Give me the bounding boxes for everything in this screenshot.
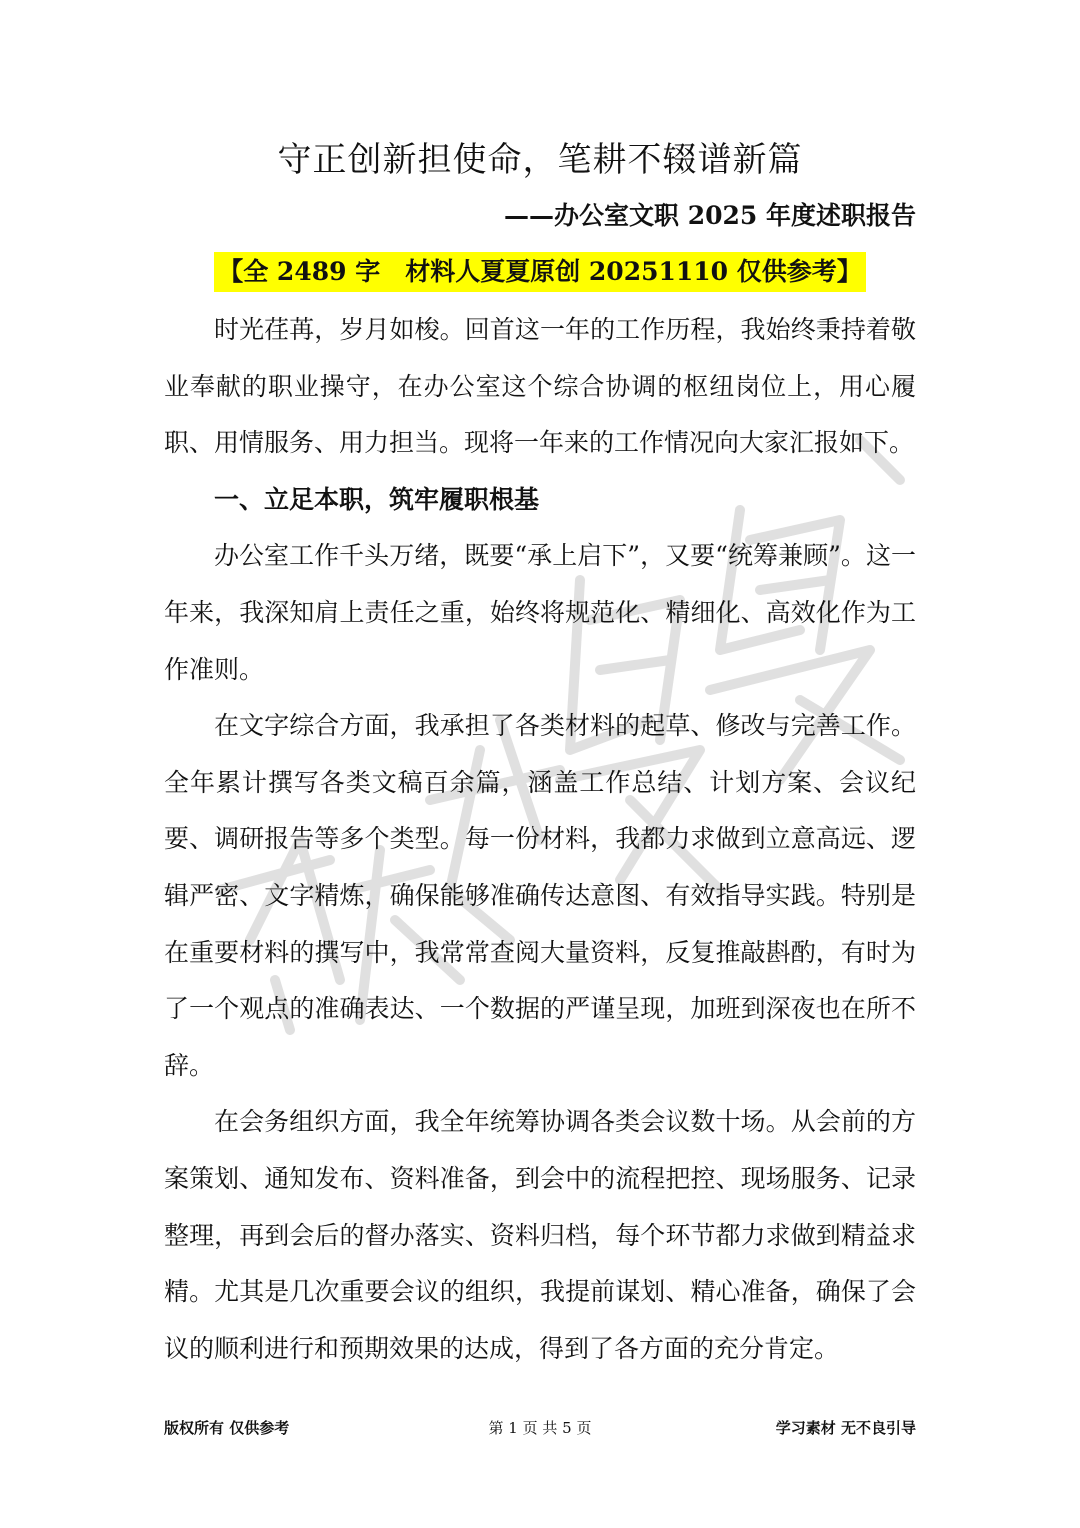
paragraph: 在文字综合方面，我承担了各类材料的起草、修改与完善工作。全年累计撰写各类文稿百余篇，涵盖工作总结、计划方案、会议纪要、调研报告等多个类型。每一份材料，我都力求做到立意高远、逻辑严密、文字精炼，确保能够准确传达意图、有效指导实践。特别是在重要材料的撰写中，我常常查阅大量资料，反复推敲斟酌，有时为了一个观点的准确表达、一个数据的严谨呈现，加班到深夜也在所不辞。	[164, 711, 916, 1080]
document-subtitle: ——办公室文职 2025 年度述职报告	[504, 201, 916, 230]
footer-copyright: 版权所有 仅供参考	[164, 1419, 290, 1437]
section-heading: 一、立足本职，筑牢履职根基	[214, 484, 540, 514]
highlight-note: 【全 2489 字 材料人夏夏原创 20251110 仅供参考】	[214, 252, 866, 292]
document-title: 守正创新担使命，笔耕不辍谱新篇	[277, 140, 803, 180]
paragraph: 办公室工作千头万绪，既要“承上启下”，又要“统筹兼顾”。这一年来，我深知肩上责任之重，始终将规范化、精细化、高效化作为工作准则。	[164, 541, 916, 684]
paragraph-intro: 时光荏苒，岁月如梭。回首这一年的工作历程，我始终秉持着敬业奉献的职业操守，在办公室这个综合协调的枢纽岗位上，用心履职、用情服务、用力担当。现将一年来的工作情况向大家汇报如下。	[164, 315, 916, 458]
footer-note: 学习素材 无不良引导	[775, 1419, 916, 1437]
page-footer	[164, 1418, 916, 1442]
paragraph: 在会务组织方面，我全年统筹协调各类会议数十场。从会前的方案策划、通知发布、资料准备，到会中的流程把控、现场服务、记录整理，再到会后的督办落实、资料归档，每个环节都力求做到精益求精。尤其是几次重要会议的组织，我提前谋划、精心准备，确保了会议的顺利进行和预期效果的达成，得到了各方面的充分肯定。	[164, 1107, 916, 1363]
highlight-note-row	[0, 252, 1080, 292]
document-body	[164, 302, 916, 1377]
footer-page-number: 第 1 页 共 5 页	[488, 1419, 592, 1437]
